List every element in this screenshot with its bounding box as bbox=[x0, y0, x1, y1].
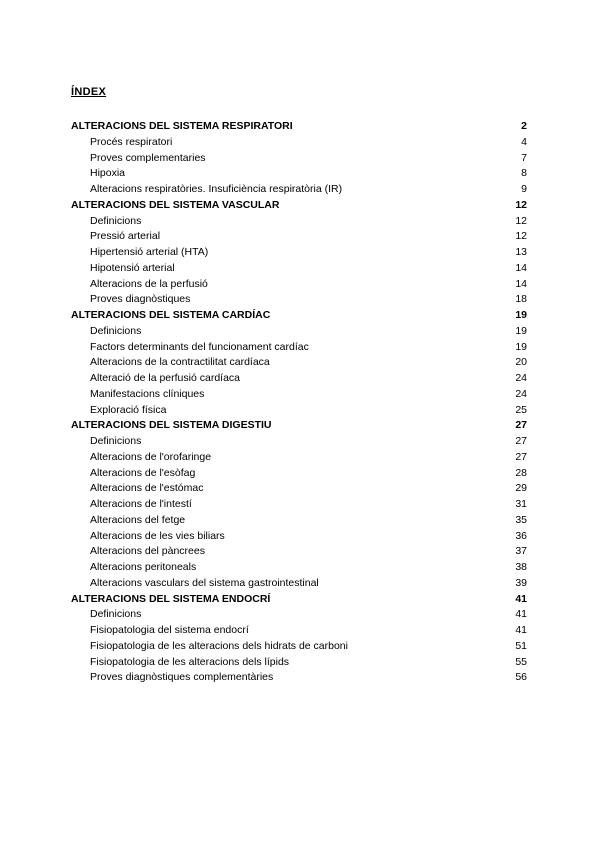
toc-entry[interactable] bbox=[71, 214, 527, 230]
toc-entry[interactable] bbox=[71, 340, 527, 356]
toc-entry[interactable] bbox=[71, 245, 527, 261]
entry-label: Proves diagnòstiques complementàries bbox=[90, 671, 274, 684]
entry-page-number: 41 bbox=[515, 624, 527, 636]
section-title: ALTERACIONS DEL SISTEMA VASCULAR bbox=[71, 198, 280, 211]
entry-page-number: 24 bbox=[515, 372, 527, 384]
toc-entry[interactable] bbox=[71, 355, 527, 371]
entry-label: Hipotensió arterial bbox=[90, 261, 175, 274]
entry-label: Definicions bbox=[90, 324, 142, 337]
entry-page-number: 55 bbox=[515, 655, 527, 668]
entry-page-number: 19 bbox=[515, 324, 527, 337]
toc-section bbox=[71, 418, 527, 591]
toc-entry[interactable] bbox=[71, 560, 527, 576]
entry-label: Alteracions de l'orofaringe bbox=[90, 450, 212, 463]
entry-page-number: 20 bbox=[515, 356, 527, 369]
entry-page-number: 14 bbox=[515, 261, 527, 274]
entry-label: Definicions bbox=[90, 214, 142, 227]
toc-entry[interactable] bbox=[71, 576, 527, 592]
entry-page-number: 12 bbox=[515, 214, 527, 227]
section-page-number: 41 bbox=[515, 592, 527, 605]
section-title: ALTERACIONS DEL SISTEMA ENDOCRÍ bbox=[71, 592, 271, 605]
entry-page-number: 25 bbox=[515, 403, 527, 416]
entry-label: Proves diagnòstiques bbox=[90, 293, 191, 306]
entry-page-number: 38 bbox=[515, 561, 527, 573]
entry-label: Definicions bbox=[90, 435, 142, 447]
entry-page-number: 8 bbox=[521, 167, 527, 180]
entry-label: Alteracions del pàncrees bbox=[90, 545, 205, 558]
entry-page-number: 13 bbox=[515, 246, 527, 258]
entry-label: Alteracions de la contractilitat cardíaca bbox=[90, 356, 270, 369]
entry-label: Definicions bbox=[90, 608, 142, 621]
entry-label: Fisiopatologia de les alteracions dels hidrats de carboni bbox=[90, 639, 348, 652]
entry-label: Alteracions peritoneals bbox=[90, 561, 197, 573]
entry-label: Exploració física bbox=[90, 403, 167, 416]
entry-page-number: 9 bbox=[521, 183, 527, 195]
entry-label: Alteració de la perfusió cardíaca bbox=[90, 372, 240, 384]
table-of-contents bbox=[71, 119, 527, 686]
entry-label: Procés respiratori bbox=[90, 135, 173, 148]
toc-entry[interactable] bbox=[71, 623, 527, 639]
entry-page-number: 56 bbox=[515, 671, 527, 684]
entry-page-number: 29 bbox=[515, 482, 527, 495]
toc-entry[interactable] bbox=[71, 434, 527, 450]
entry-page-number: 14 bbox=[515, 277, 527, 290]
entry-page-number: 24 bbox=[515, 387, 527, 400]
section-title: ALTERACIONS DEL SISTEMA RESPIRATORI bbox=[71, 120, 293, 132]
index-title: ÍNDEX bbox=[71, 86, 107, 98]
section-page-number: 19 bbox=[515, 309, 527, 321]
toc-section-heading[interactable] bbox=[71, 308, 527, 324]
toc-entry[interactable] bbox=[71, 450, 527, 466]
section-page-number: 2 bbox=[521, 120, 527, 132]
entry-label: Proves complementaries bbox=[90, 151, 206, 164]
entry-label: Fisiopatologia de les alteracions dels lípids bbox=[90, 655, 290, 668]
toc-section bbox=[71, 119, 527, 198]
entry-label: Alteracions de l'intestí bbox=[90, 498, 192, 510]
entry-label: Alteracions de l'estómac bbox=[90, 482, 204, 495]
toc-section bbox=[71, 198, 527, 308]
entry-page-number: 31 bbox=[515, 498, 527, 510]
toc-entry[interactable] bbox=[71, 481, 527, 497]
entry-page-number: 27 bbox=[515, 450, 527, 463]
toc-entry[interactable] bbox=[71, 497, 527, 513]
entry-page-number: 51 bbox=[515, 639, 527, 652]
entry-page-number: 12 bbox=[515, 230, 527, 243]
entry-label: Alteracions vasculars del sistema gastrointestinal bbox=[90, 576, 319, 589]
entry-label: Alteracions de la perfusió bbox=[90, 277, 208, 290]
toc-entry[interactable] bbox=[71, 403, 527, 419]
section-page-number: 27 bbox=[515, 419, 527, 432]
toc-entry[interactable] bbox=[71, 466, 527, 482]
toc-entry[interactable] bbox=[71, 292, 527, 308]
toc-entry[interactable] bbox=[71, 182, 527, 198]
toc-entry[interactable] bbox=[71, 513, 527, 529]
section-title: ALTERACIONS DEL SISTEMA CARDÍAC bbox=[71, 309, 271, 321]
toc-entry[interactable] bbox=[71, 607, 527, 623]
toc-entry[interactable] bbox=[71, 166, 527, 182]
section-page-number: 12 bbox=[515, 198, 527, 211]
entry-label: Hipoxia bbox=[90, 167, 126, 180]
toc-entry[interactable] bbox=[71, 655, 527, 671]
toc-entry[interactable] bbox=[71, 639, 527, 655]
toc-entry[interactable] bbox=[71, 387, 527, 403]
entry-label: Alteracions respiratòries. Insuficiència respiratòria (IR) bbox=[90, 183, 343, 195]
entry-page-number: 27 bbox=[515, 435, 527, 447]
entry-page-number: 7 bbox=[521, 151, 527, 164]
entry-page-number: 18 bbox=[515, 293, 527, 306]
entry-label: Pressió arterial bbox=[90, 230, 161, 243]
entry-page-number: 37 bbox=[515, 545, 527, 558]
entry-label: Alteracions del fetge bbox=[90, 513, 186, 526]
entry-label: Manifestacions clíniques bbox=[90, 387, 205, 400]
entry-label: Hipertensió arterial (HTA) bbox=[90, 246, 209, 258]
entry-page-number: 19 bbox=[515, 340, 527, 353]
toc-entry[interactable] bbox=[71, 277, 527, 293]
entry-page-number: 35 bbox=[515, 513, 527, 526]
entry-page-number: 28 bbox=[515, 466, 527, 479]
toc-entry[interactable] bbox=[71, 544, 527, 560]
toc-entry[interactable] bbox=[71, 670, 527, 686]
toc-entry[interactable] bbox=[71, 229, 527, 245]
toc-entry[interactable] bbox=[71, 151, 527, 167]
entry-page-number: 36 bbox=[515, 529, 527, 542]
toc-entry[interactable] bbox=[71, 135, 527, 151]
toc-entry[interactable] bbox=[71, 371, 527, 387]
toc-entry[interactable] bbox=[71, 261, 527, 277]
toc-section bbox=[71, 308, 527, 418]
entry-label: Fisiopatologia del sistema endocrí bbox=[90, 624, 249, 636]
entry-page-number: 4 bbox=[521, 135, 527, 148]
toc-section-heading[interactable] bbox=[71, 592, 527, 608]
toc-section-heading[interactable] bbox=[71, 119, 527, 135]
toc-section-heading[interactable] bbox=[71, 418, 527, 434]
entry-label: Alteracions de l'esòfag bbox=[90, 466, 196, 479]
toc-section-heading[interactable] bbox=[71, 198, 527, 214]
entry-page-number: 41 bbox=[515, 608, 527, 621]
toc-section bbox=[71, 592, 527, 687]
toc-entry[interactable] bbox=[71, 529, 527, 545]
entry-label: Factors determinants del funcionament cardíac bbox=[90, 340, 309, 353]
section-title: ALTERACIONS DEL SISTEMA DIGESTIU bbox=[71, 419, 272, 432]
toc-entry[interactable] bbox=[71, 324, 527, 340]
entry-label: Alteracions de les vies biliars bbox=[90, 529, 225, 542]
entry-page-number: 39 bbox=[515, 576, 527, 589]
